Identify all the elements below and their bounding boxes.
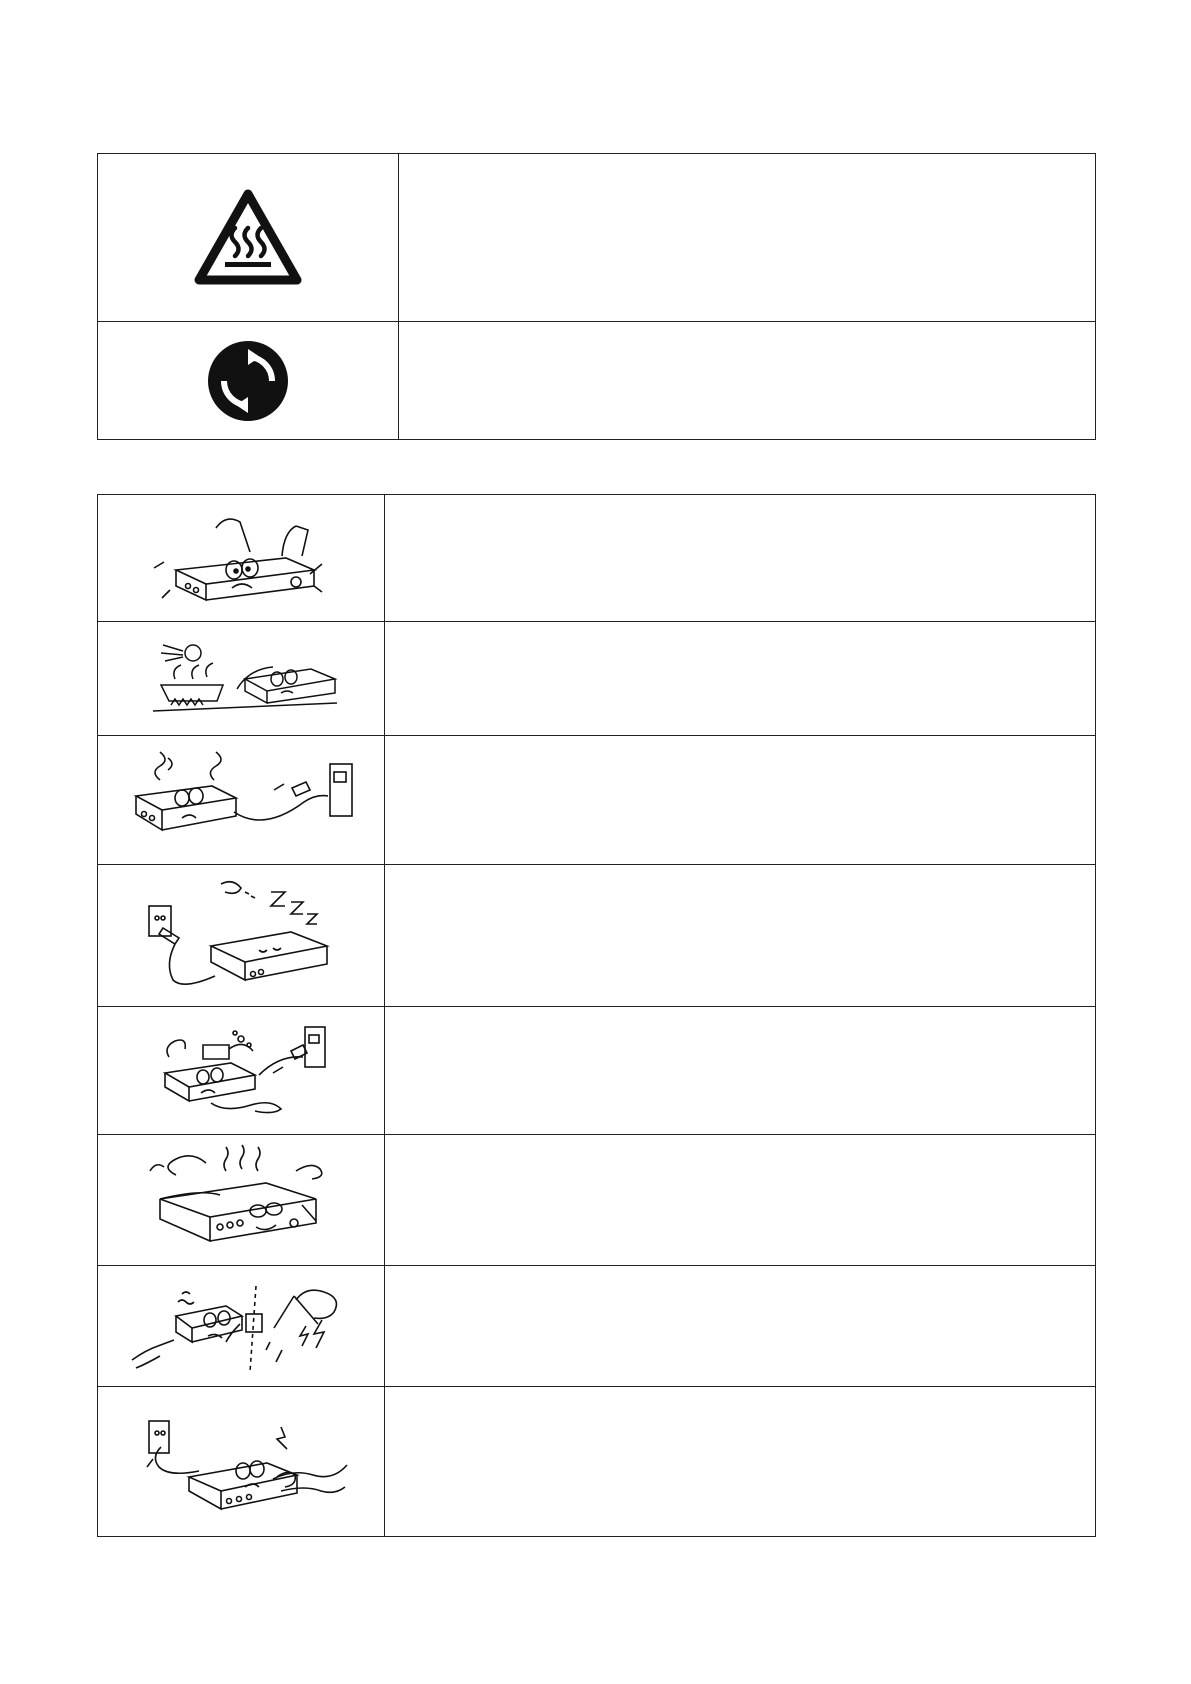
unplug-when-unused-illustration [141,876,341,996]
description-cell [399,322,1096,440]
lightning-storm-unplug-illustration [126,1276,356,1376]
description-cell [385,1007,1096,1135]
description-cell [385,1135,1096,1266]
symbols-table [97,153,1096,440]
hot-surface-warning-icon [193,188,303,288]
icon-cell [98,322,399,440]
smoke-unplug-illustration [126,750,356,850]
heat-and-moisture-warning-illustration [141,639,341,719]
icon-cell [98,622,385,736]
icon-cell [98,865,385,1007]
description-cell [385,622,1096,736]
icon-cell [98,736,385,865]
handling-table [97,494,1096,1537]
table-row [98,154,1096,322]
icon-cell [98,154,399,322]
table-row [98,1266,1096,1387]
description-cell [399,154,1096,322]
table-row [98,865,1096,1007]
disassembly-warning-illustration [146,508,336,608]
description-cell [385,1387,1096,1537]
table-row [98,1387,1096,1537]
table-row [98,495,1096,622]
table-row [98,1007,1096,1135]
green-dot-recycling-icon [206,339,290,423]
table-row [98,1135,1096,1266]
icon-cell [98,1135,385,1266]
description-cell [385,1266,1096,1387]
table-row [98,322,1096,440]
description-cell [385,495,1096,622]
cleaning-unplug-illustration [131,1407,351,1517]
icon-cell [98,1007,385,1135]
description-cell [385,865,1096,1007]
icon-cell [98,495,385,622]
liquid-spill-unplug-illustration [151,1021,331,1121]
table-row [98,622,1096,736]
table-row [98,736,1096,865]
description-cell [385,736,1096,865]
icon-cell [98,1266,385,1387]
icon-cell [98,1387,385,1537]
overheating-ventilation-illustration [146,1141,336,1259]
